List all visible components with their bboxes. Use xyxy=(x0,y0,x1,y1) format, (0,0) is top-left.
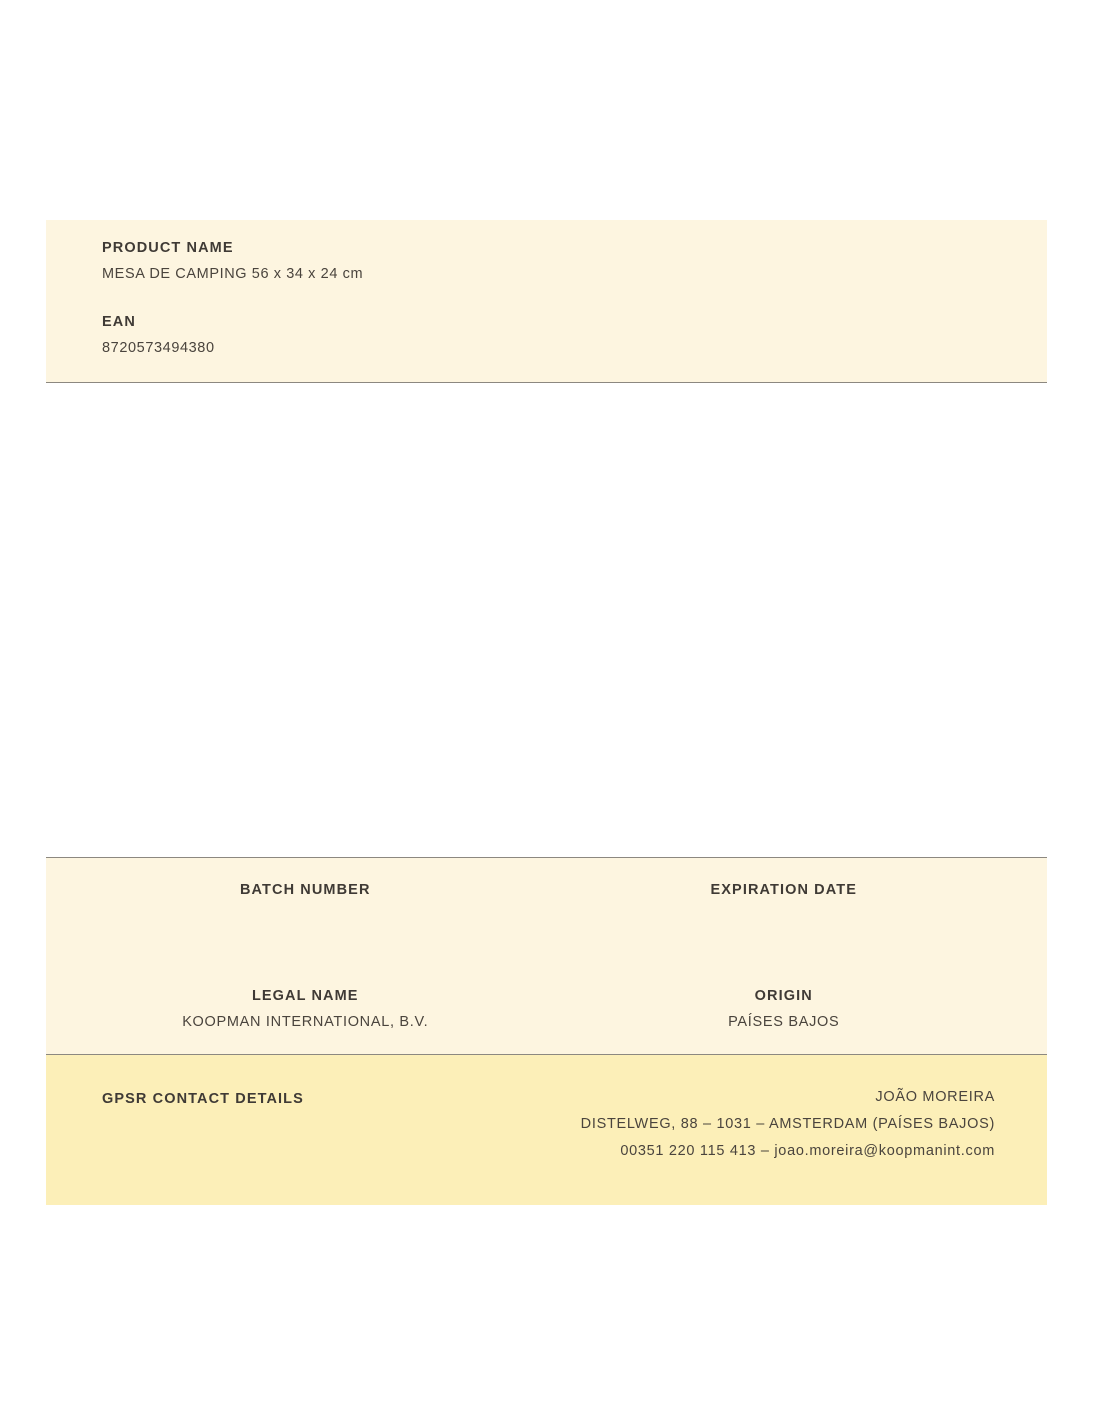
cell-spacer xyxy=(547,1004,1022,1014)
expiration-date-cell xyxy=(547,882,1048,926)
ean-value: 8720573494380 xyxy=(102,340,215,356)
product-name-label: PRODUCT NAME xyxy=(102,240,234,256)
legal-name-label: LEGAL NAME xyxy=(251,988,359,1004)
batch-number-value xyxy=(64,908,547,926)
gpsr-contact-panel xyxy=(46,1055,1047,1205)
legal-name-value: KOOPMAN INTERNATIONAL, B.V. xyxy=(182,1014,429,1030)
product-info-content xyxy=(46,240,1047,356)
origin-cell xyxy=(547,988,1048,1032)
cell-spacer xyxy=(547,898,1022,908)
batch-number-label: BATCH NUMBER xyxy=(239,882,371,898)
gpsr-contact-name: JOÃO MOREIRA xyxy=(875,1089,995,1105)
product-details-panel xyxy=(46,857,1047,1055)
expiration-date-value xyxy=(547,908,1022,926)
cell-spacer xyxy=(64,898,547,908)
gpsr-contact-phone-email: 00351 220 115 413 – joao.moreira@koopmanint.com xyxy=(620,1143,995,1159)
origin-value: PAÍSES BAJOS xyxy=(728,1014,840,1030)
row-spacer xyxy=(46,926,1047,988)
gpsr-contact-lines xyxy=(581,1089,995,1159)
product-name-value: MESA DE CAMPING 56 x 34 x 24 cm xyxy=(102,266,364,282)
expiration-date-label: EXPIRATION DATE xyxy=(710,882,857,898)
cell-spacer xyxy=(64,1004,547,1014)
gpsr-contact-title: GPSR CONTACT DETAILS xyxy=(102,1091,304,1107)
batch-expiration-row xyxy=(46,882,1047,926)
legal-origin-row xyxy=(46,988,1047,1032)
ean-label: EAN xyxy=(102,314,136,330)
product-info-panel xyxy=(46,220,1047,383)
field-spacer xyxy=(102,282,1047,314)
legal-name-cell xyxy=(46,988,547,1032)
batch-number-cell xyxy=(46,882,547,926)
gpsr-contact-address: DISTELWEG, 88 – 1031 – AMSTERDAM (PAÍSES BAJOS) xyxy=(580,1116,995,1132)
origin-label: ORIGIN xyxy=(754,988,813,1004)
